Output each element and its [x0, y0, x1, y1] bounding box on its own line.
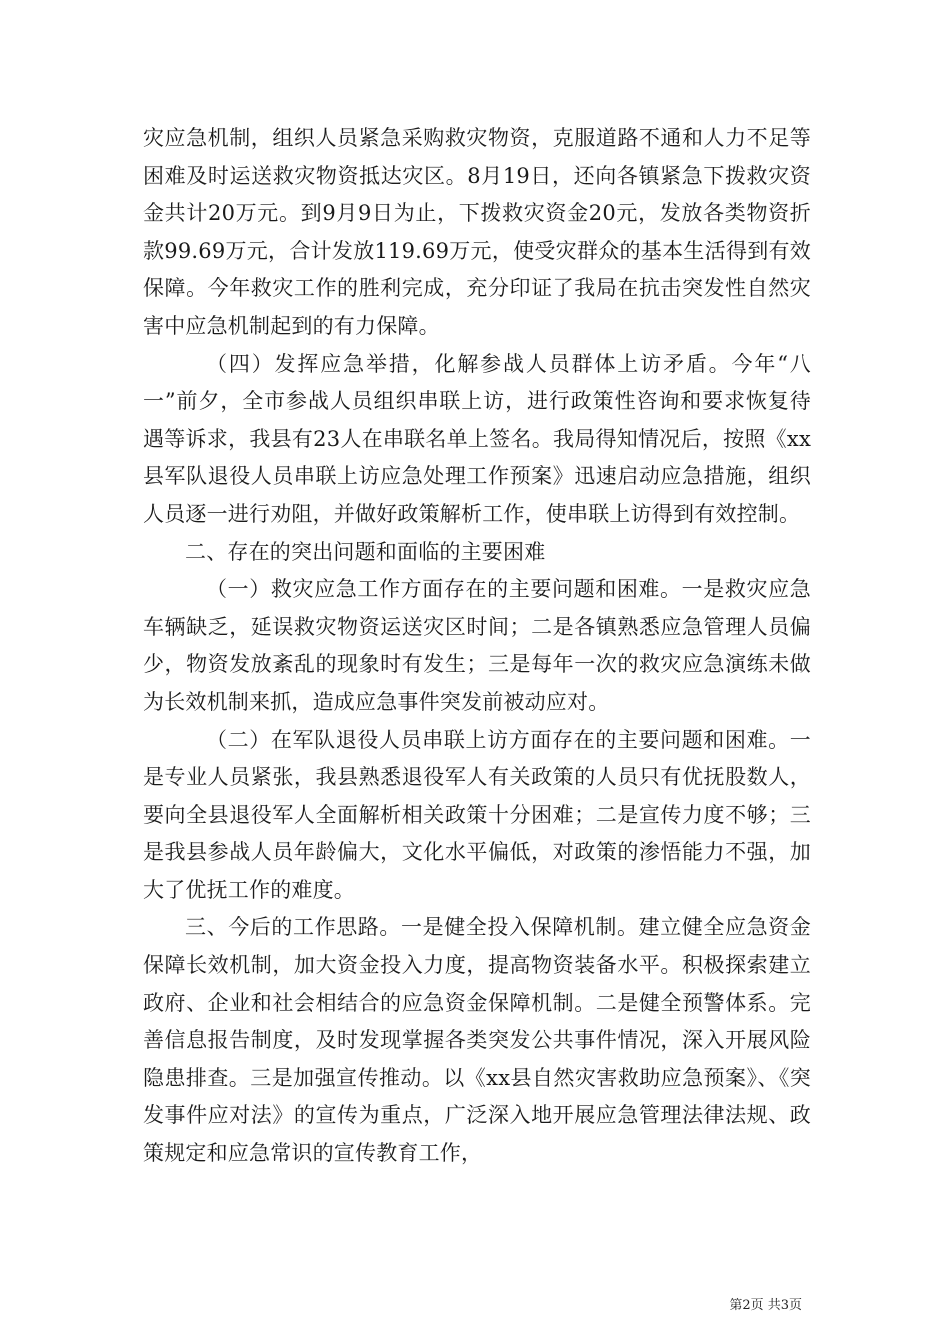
paragraph-veteran-petition-response: （四）发挥应急举措，化解参战人员群体上访矛盾。今年“八一”前夕，全市参战人员组织串联上访，进行政策性咨询和要求恢复待遇等诉求，我县有23人在串联名单上签名。我局得知情况后，按照《xx县军队退役人员串联上访应急处理工作预案》迅速启动应急措施，组织人员逐一进行劝阻，并做好政策解析工作，使串联上访得到有效控制。	[143, 351, 811, 526]
paragraph-future-work-ideas: 三、今后的工作思路。一是健全投入保障机制。建立健全应急资金保障长效机制，加大资金投入力度，提高物资装备水平。积极探索建立政府、企业和社会相结合的应急资金保障机制。二是健全预警体系。完善信息报告制度，及时发现掌握各类突发公共事件情况，深入开展风险隐患排查。三是加强宣传推动。以《xx县自然灾害救助应急预案》、《突发事件应对法》的宣传为重点，广泛深入地开展应急管理法律法规、政策规定和应急常识的宣传教育工作，	[143, 915, 811, 1166]
page-number-indicator: 第2页 共3页	[729, 1298, 802, 1313]
paragraph-disaster-relief-continuation: 灾应急机制，组织人员紧急采购救灾物资，克服道路不通和人力不足等困难及时运送救灾物资抵达灾区。8月19日，还向各镇紧急下拨救灾资金共计20万元。到9月9日为止，下拨救灾资金20元，发放各类物资折款99.69万元，合计发放119.69万元，使受灾群众的基本生活得到有效保障。今年救灾工作的胜利完成，充分印证了我局在抗击突发性自然灾害中应急机制起到的有力保障。	[143, 126, 811, 338]
paragraph-veteran-petition-problems: （二）在军队退役人员串联上访方面存在的主要问题和困难。一是专业人员紧张，我县熟悉退役军人有关政策的人员只有优抚股数人，要向全县退役军人全面解析相关政策十分困难；二是宣传力度不够；三是我县参战人员年龄偏大，文化水平偏低，对政策的渗悟能力不强，加大了优抚工作的难度。	[143, 727, 811, 902]
paragraph-disaster-relief-problems: （一）救灾应急工作方面存在的主要问题和困难。一是救灾应急车辆缺乏，延误救灾物资运送灾区时间；二是各镇熟悉应急管理人员偏少，物资发放紊乱的现象时有发生；三是每年一次的救灾应急演练未做为长效机制来抓，造成应急事件突发前被动应对。	[143, 577, 811, 714]
section-heading-problems: 二、存在的突出问题和面临的主要困难	[185, 539, 546, 564]
document-body	[143, 120, 811, 1173]
